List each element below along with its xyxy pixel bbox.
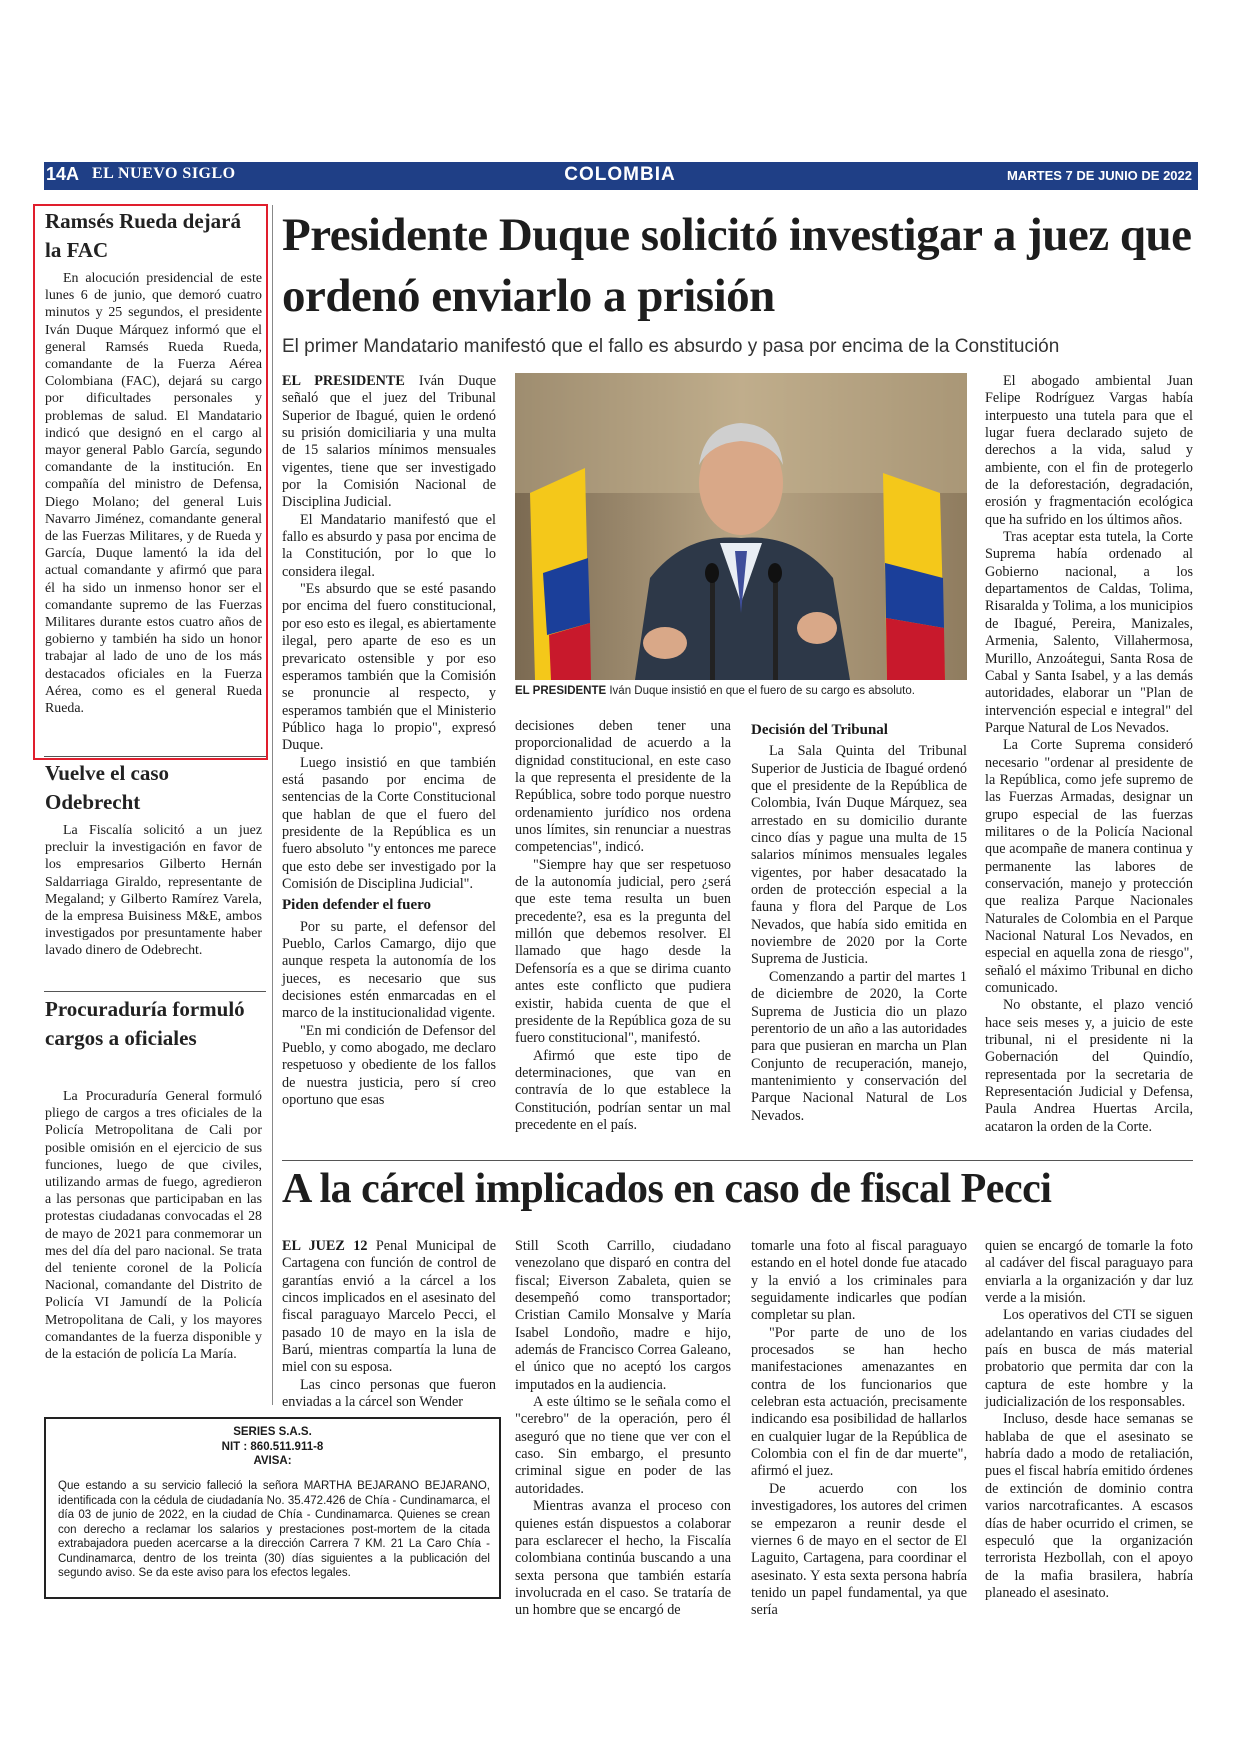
main-column-4: El abogado ambiental Juan Felipe Rodríguez Vargas había interpuesto una tutela para que el lugar fuera declarado sujeto de derechos a la vida, salud y ambiente, con el fin de protegerlo de la deforestación, degradación, erosión y fragmentación ecológica que ha sufrido en los últimos años. Tras aceptar esta tutela, la Corte Suprema había ordenado al Gobierno nacional, a los departamentos de Caldas, Tolima, Risaralda y Tolima, a los municipios de Ibagué, Pereira, Manizales, Armenia, Salento, Villahermosa, Murillo, Anzoátegui, Santa Rosa de Cabal y Santa Isabel, y a las demás autoridades, elaborar un "Plan de intervención especial e integral" del Parque Natural de Los Nevados. La Corte Suprema consideró necesario "ordenar al presidente de la República, como jefe supremo de las Fuerzas Armadas, designar un grupo especial de las fuerzas militares o de la Policía Nacional que acompañe de manera continua y permanente las labores de conservación, manejo y protección que realiza Parque Nacionales Naturales de Colombia en el Parque Nacional Natural Los Nevados, en especial en aquella zona de riesgo", señaló el máximo Tribunal en dicho comunicado. No obstante, el plazo venció hace seis meses y, a juicio de este tribunal, ni el presidente ni la Gobernación del Quindío, representada por la secretaria de Representación Judicial y Defensa, Paula Andrea Huertas Arcila, acataron la orden de la Corte. [985, 373, 1193, 1135]
column-divider [272, 205, 273, 1405]
brief-body-fac: En alocución presidencial de este lunes 6 de junio, que demoró cuatro minutos y 25 segundos, el presidente Iván Duque Márquez informó que el general Ramsés Rueda Rueda, comandante de la Fuerza Aérea Colombiana (FAC), dejará su cargo por dificultades personales y problemas de salud. El Mandatario indicó que designó en el cargo al mayor general Pablo García, segundo comandante de la institución. En compañía del ministro de Defensa, Diego Molano; del general Luis Navarro Jiménez, comandante general de las Fuerzas Militares, y de Rueda y García, Duque lamentó la ida del actual comandante y afirmó que para él ha sido un inmenso honor ser el comandante supremo de las Fuerzas Militares durante estos cuatro años de gobierno y también ha sido un honor trabajar al lado de uno de los más destacados oficiales en la Fuerza Aérea, como es el general Rueda Rueda. [45, 271, 262, 717]
main-deck: El primer Mandatario manifestó que el fallo es absurdo y pasa por encima de la Constitución [282, 336, 1060, 357]
divider [282, 1160, 1193, 1161]
brief-body-procuraduria: La Procuraduría General formuló pliego de cargos a tres oficiales de la Policía Metropolitana de Cali por posible omisión en el ejercicio de sus funciones, luego de que civiles, utilizando armas de fuego, agredieron a las personas que participaban en las protestas ciudadanas convocadas el 28 de mayo de 2021 para conmemorar un mes del día del paro nacional. Se trata del teniente coronel de la Policía Nacional, comandante del Distrito de Policía VI Jamundí de la Policía Metropolitana de Cali, y los mayores comandantes de la fuerza disponible y de la estación de policía La María. [45, 1089, 262, 1363]
photo-caption: EL PRESIDENTE Iván Duque insistió en que el fuero de su cargo es absoluto. [515, 685, 915, 697]
brief-title-fac: Ramsés Rueda dejará la FAC [45, 209, 241, 262]
main-headline: Presidente Duque solicitó investigar a juez que ordenó enviarlo a prisión [282, 209, 1192, 322]
second-column-2: Still Scoth Carrillo, ciudadano venezolano que disparó en contra del fiscal; Eiverson Zabaleta, quien se desempeñó como transportador; Cristian Camilo Monsalve y María Isabel Londoño, madre e hijo, además de Francisco Correa Galeano, el único que no aceptó los cargos imputados en la audiencia. A este último se le señala como el "cerebro" de la operación, pero él aseguró que no tiene que ver con el caso. Sin embargo, el presunto criminal sigue en poder de las autoridades. Mientras avanza el proceso con quienes están dispuestos a colaborar para esclarecer el hecho, la Fiscalía colombiana continúa buscando a una sexta persona que también estaría involucrada en el caso. Se trataría de un hombre que se encargó de [515, 1238, 731, 1619]
brief-title-procuraduria: Procuraduría formuló cargos a oficiales [45, 997, 245, 1050]
brief-body-odebrecht: La Fiscalía solicitó a un juez precluir la investigación en favor de los empresarios Gilberto Hernán Saldarriaga Giraldo, representante de Megaland; y Gilberto Ramírez Varela, de la empresa Buisiness M&E, ambos investigados por presuntamente haber lavado dinero de Odebrecht. [45, 823, 262, 959]
brief-title-odebrecht: Vuelve el caso Odebrecht [45, 761, 170, 814]
second-column-1: EL JUEZ 12 Penal Municipal de Cartagena con función de control de garantías envió a la cárcel a los cincos implicados en el asesinato del fiscal paraguayo Marcelo Pecci, el pasado 10 de mayo en la isla de Barú, mientras compartía la luna de miel con su esposa. Las cinco personas que fueron enviadas a la cárcel son Wender [282, 1238, 496, 1411]
section-name: COLOMBIA [564, 164, 676, 185]
main-column-3: Decisión del Tribunal La Sala Quinta del Tribunal Superior de Justicia de Ibagué ordenó que el presidente de la República de Colombia, Iván Duque Márquez, sea arrestado en su domicilio durante cinco días y pague una multa de 15 salarios mínimos mensuales legales vigentes, por haber desacatado la orden de protección especial a la fauna y flora del Parque de Los Nevados, que había sido emitida en noviembre de 2020 por la Corte Suprema de Justicia. Comenzando a partir del martes 1 de diciembre de 2020, la Corte Suprema de Justicia dio un plazo perentorio de un año a las autoridades para que pusieran en marcha un Plan Conjunto de recuperación, manejo, mantenimiento y conservación del Parque Nacional Natural de Los Nevados. [751, 722, 967, 1124]
second-column-4: quien se encargó de tomarle la foto al cadáver del fiscal paraguayo para enviarla a la organización y dar luz verde a la misión. Los operativos del CTI se siguen adelantando en varias ciudades del país en busca de más material probatorio que permita dar con la captura de este hombre y la judicialización de los responsables. Incluso, desde hace semanas se hablaba de que el asesinato se habría dado a modo de retaliación, pues el fiscal habría emitido órdenes de extinción de dominio contra varios narcotraficantes. A escasos días de haber ocurrido el crimen, se especuló que la organización terrorista Hezbollah, con el apoyo de la mafia brasilera, habría planeado el asesinato. [985, 1238, 1193, 1601]
notice-body: Que estando a su servicio falleció la señora MARTHA BEJARANO BEJARANO, identificada con la cédula de ciudadanía No. 35.472.426 de Chía - Cundinamarca, el día 03 de junio de 2022, en la ciudad de Chía - Cundinamarca. Quienes se crean con derecho a reclamar los salarios y prestaciones post-mortem de la citada extrabajadora pueden acercarse a la dirección Carrera 7 KM. 21 La Caro Chía - Cundinamarca, dentro de los treinta (30) días siguientes a la publicación del segundo aviso. Se da este aviso para los efectos legales. [58, 1480, 490, 1579]
divider [44, 991, 266, 992]
photo-illustration [515, 373, 967, 680]
second-headline: A la cárcel implicados en caso de fiscal Pecci [282, 1166, 1052, 1212]
subhead: Decisión del Tribunal [751, 722, 888, 738]
main-column-1: EL PRESIDENTE Iván Duque señaló que el juez del Tribunal Superior de Ibagué, quien le ordenó su prisión domiciliaria y una multa de 15 salarios mínimos mensuales vigentes, tiene que ser investigado por la Comisión Nacional de Disciplina Judicial. El Mandatario manifestó que el fallo es absurdo y pasa por encima de la Constitución, por lo que lo considera ilegal. "Es absurdo que se esté pasando por encima del fuero constitucional, por eso esto es ilegal, es abiertamente ilegal, pero aparte de eso es un prevaricato ostensible y por eso esperamos también que la Comisión se pronuncie al respecto, y esperamos también que el Ministerio Público haga lo propio", expresó Duque. Luego insistió en que también está pasando por encima de sentencias de la Corte Constitucional que hablan de que el fuero del presidente de la República es un fuero absoluto "y entonces me parece que esto debe ser investigado por la Comisión de Disciplina Judicial". Piden defender el fuero Por su parte, el defensor del Pueblo, Carlos Camargo, dijo que aunque respeta la autonomía de los jueces, es necesario que sus decisiones estén enmarcadas en el marco de la institucionalidad vigente. "En mi condición de Defensor del Pueblo, y como abogado, me declaro respetuoso y obediente de los fallos de nuestra justicia, pero sí creo oportuno que esas [282, 373, 496, 1109]
notice-heading: AVISA: [253, 1455, 292, 1467]
president-photo [515, 373, 967, 680]
notice-nit: NIT : 860.511.911-8 [221, 1440, 324, 1453]
subhead: Piden defender el fuero [282, 897, 432, 914]
newspaper-name: EL NUEVO SIGLO [92, 165, 236, 182]
issue-date: MARTES 7 DE JUNIO DE 2022 [1007, 168, 1192, 183]
main-column-2: decisiones deben tener una proporcionalidad de acuerdo a la dignidad constitucional, en este caso la que representa el presidente de la República, sobre todo porque nuestro ordenamiento jurídico nos ordena unos límites, sin renunciar a nuestras competencias", indicó. "Siempre hay que ser respetuoso de la autonomía judicial, pero ¿será que este tema resulta un buen precedente?, esa es la pregunta del millón que debemos resolver. El llamado que hago desde la Defensoría es a que se dirima cuanto antes este conflicto que pudiera existir, habida cuenta de que el presidente de la República goza de su fuero constitucional", manifestó. Afirmó que este tipo de determinaciones, que van en contravía de lo que establece la Constitución, podrían sentar un mal precedente en el país. [515, 718, 731, 1133]
page-number: 14A [46, 164, 80, 184]
second-column-3: tomarle una foto al fiscal paraguayo estando en el hotel donde fue atacado y la envió a los criminales para seguidamente indicarles que podían completar su plan. "Por parte de uno de los procesados se han hecho manifestaciones amenazantes en contra de los funcionarios que celebran esta actuación, precisamente indicando esa posibilidad de hallarlos en cualquier lugar de la República de Colombia con el fin de dar muerte", afirmó el juez. De acuerdo con los investigadores, los autores del crimen se empezaron a reunir desde el viernes 6 de mayo en el sector de El Laguito, Cartagena, para coordinar el asesinato. Y esta sexta persona habría tenido un papel fundamental, ya que sería [751, 1238, 967, 1619]
notice-company: SERIES S.A.S. [233, 1426, 312, 1438]
divider [44, 756, 266, 757]
legal-notice [44, 1417, 501, 1599]
